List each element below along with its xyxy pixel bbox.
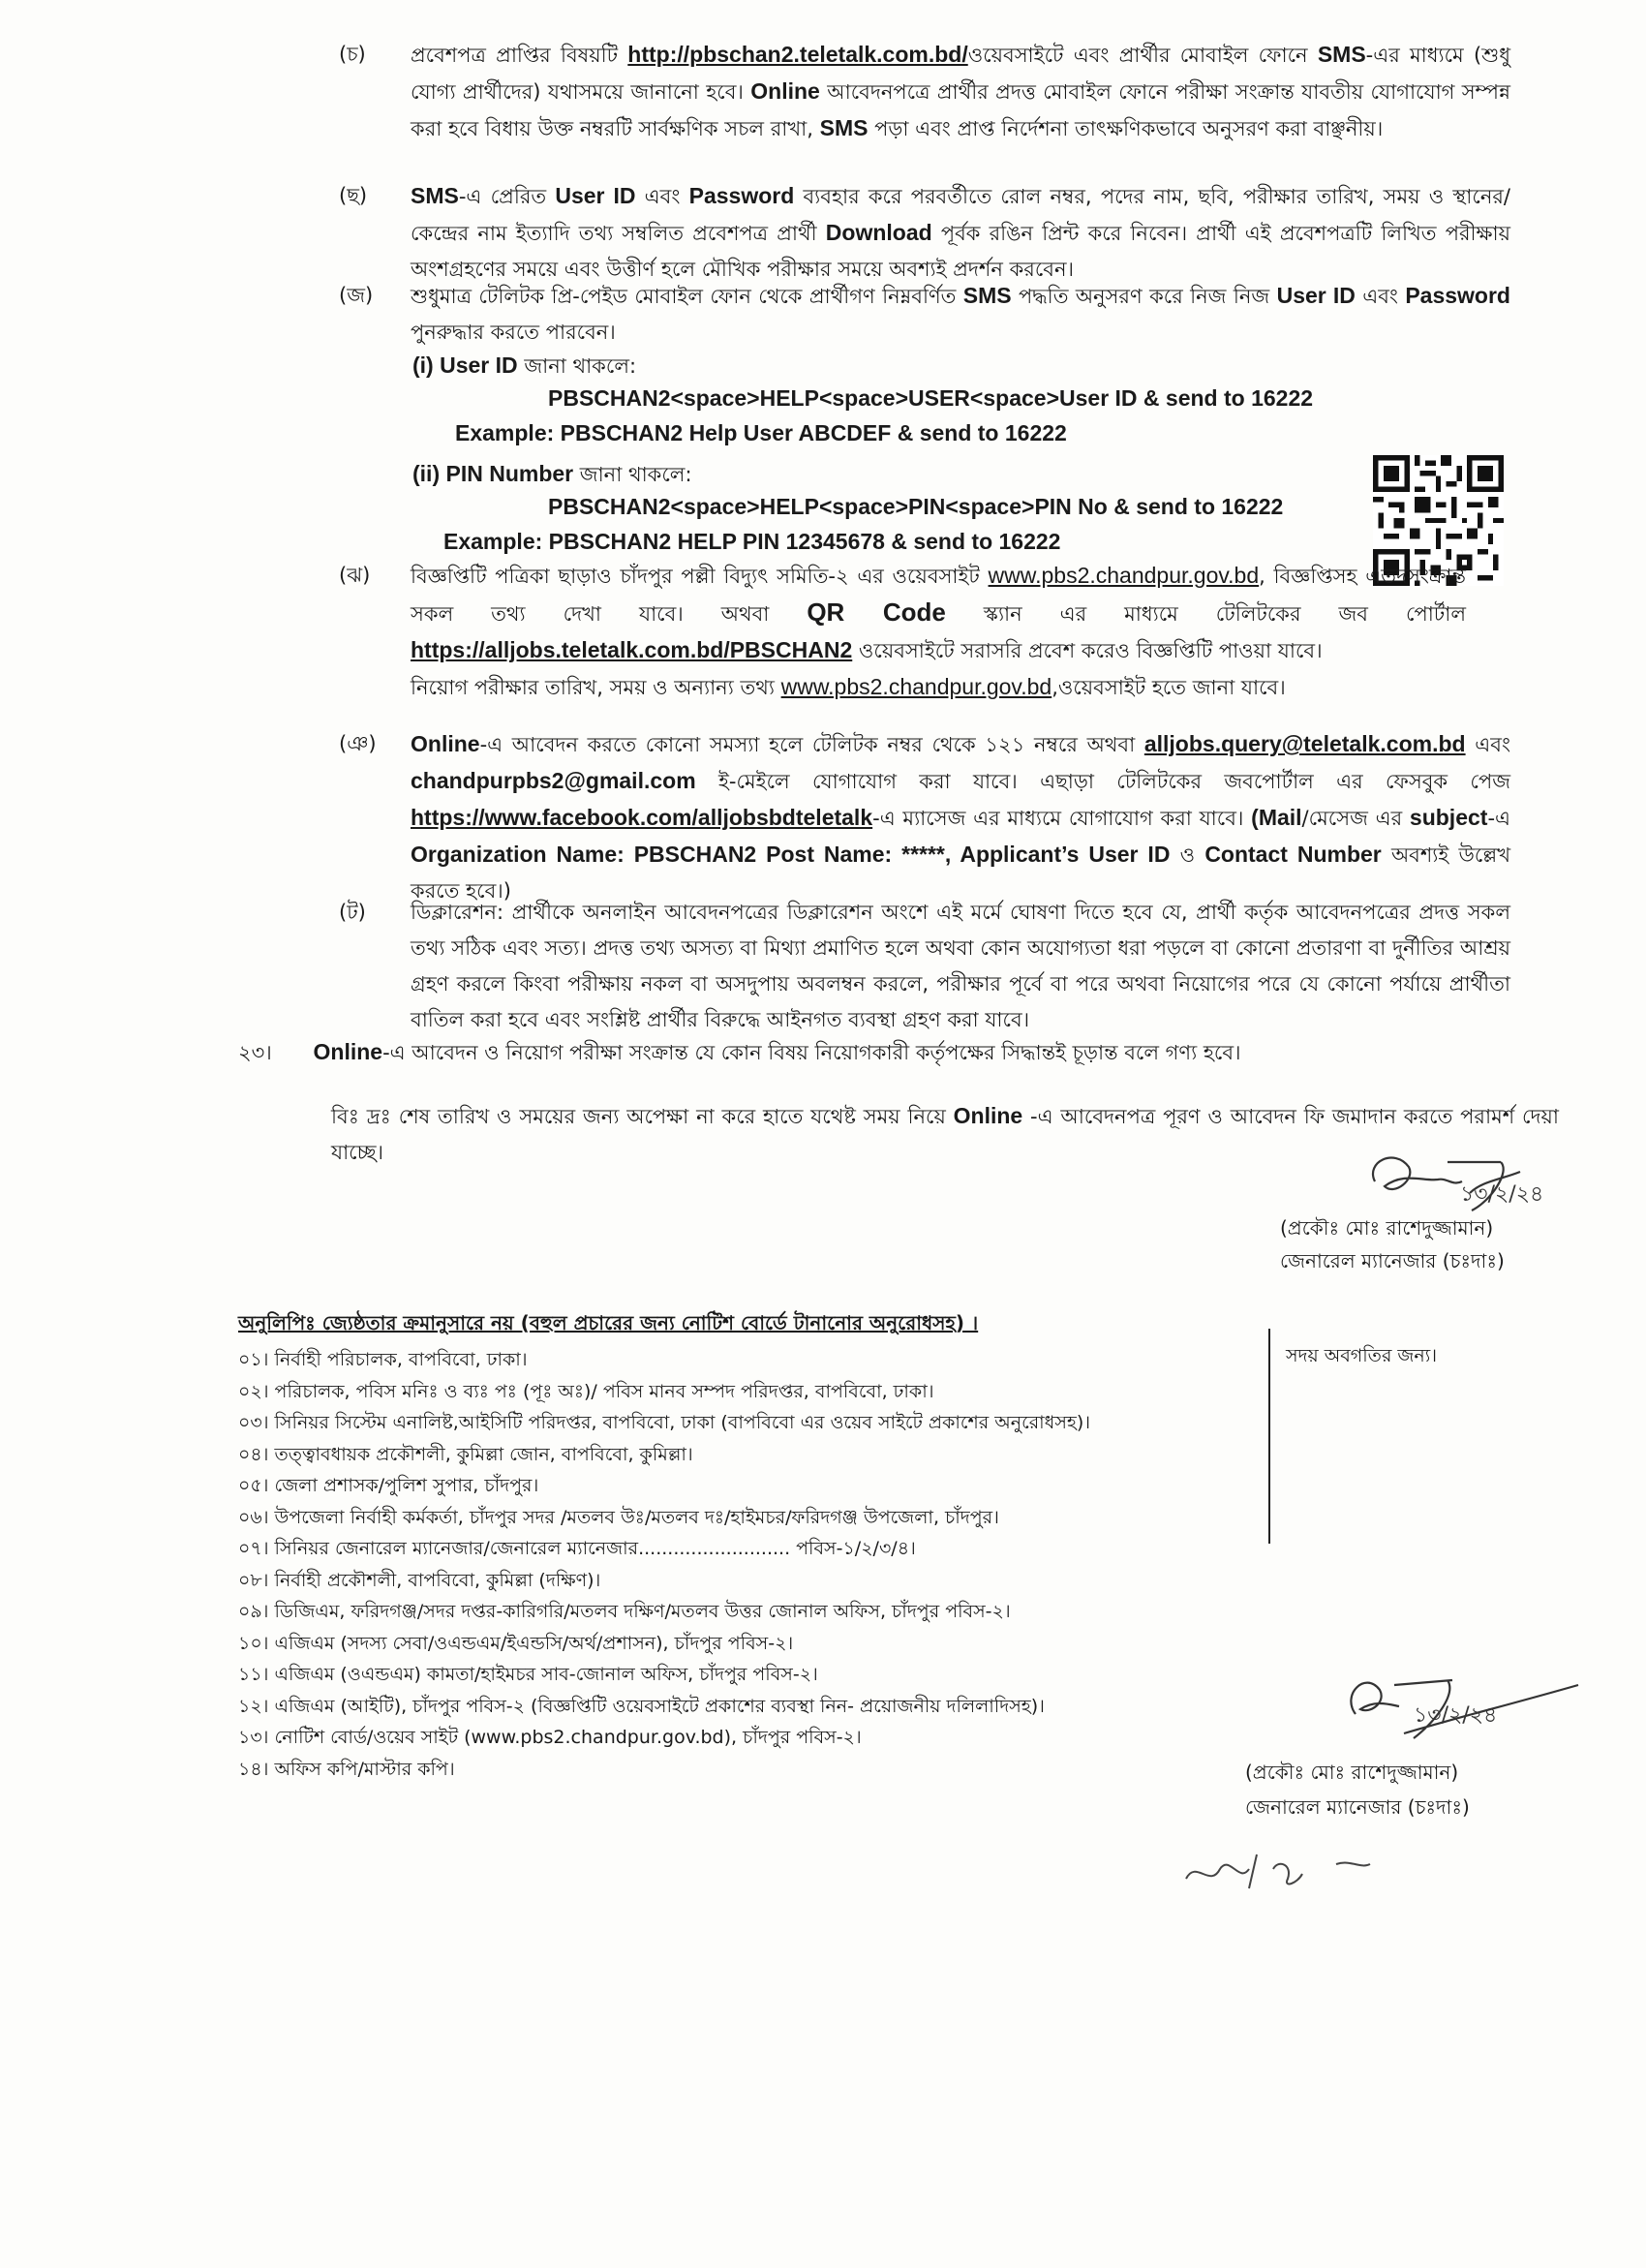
list-item: ১০। এজিএম (সদস্য সেবা/ওএন্ডএম/ইএন্ডসি/অর্থ/প্রশাসন), চাঁদপুর পবিস-২। xyxy=(238,1632,794,1654)
list-item: ০৭। সিনিয়র জেনারেল ম্যানেজার/জেনারেল ম্যানেজার.......................... পবিস-১/২/৩/৪। xyxy=(238,1538,916,1559)
signatory-name: (প্রকৌঃ মোঃ রাশেদুজ্জামান) xyxy=(1245,1761,1459,1784)
clause-marker: (ট) xyxy=(339,901,366,924)
password-term: Password xyxy=(688,183,795,208)
clause-body xyxy=(411,178,1510,288)
clause-text: ই-মেইলে যোগাযোগ করা যাবে। এছাড়া টেলিটকের জবপোর্টাল এর ফেসবুক পেজ xyxy=(695,770,1510,793)
list-item: ১৩। নোটিশ বোর্ড/ওয়েব সাইট (www.pbs2.chandpur.gov.bd), চাঁদপুর পবিস-২। xyxy=(238,1727,862,1748)
clause-text: -এর মাধ্যমে (শুধু যোগ্য প্রার্থীদের) যথাসময়ে জানানো হবে। xyxy=(411,44,1510,104)
list-item: ০৯। ডিজিএম, ফরিদগঞ্জ/সদর দপ্তর-কারিগরি/মতলব দক্ষিণ/মতলব উত্তর জোনাল অফিস, চাঁদপুর পবিস-২। xyxy=(238,1601,1011,1622)
pin-sms-format: PBSCHAN2<space>HELP<space>PIN<space>PIN No & send to 16222 xyxy=(548,494,1284,519)
userid-recovery-label xyxy=(412,351,636,384)
contact-term: Contact Number xyxy=(1204,842,1382,867)
online-term: Online xyxy=(750,78,820,104)
item-23 xyxy=(238,1034,1516,1071)
side-note: সদয় অবগতির জন্য। xyxy=(1286,1345,1438,1366)
clause-body xyxy=(411,278,1510,351)
clause-text: -এ xyxy=(1487,807,1511,830)
declaration-text: ডিক্লারেশন: প্রার্থীকে অনলাইন আবেদনপত্রের ডিক্লারেশন অংশে এই মর্মে ঘোষণা দিতে হবে যে, প্রার্থী কর্তৃক আবেদনপত্রের প্রদত্ত সকল তথ্য সঠিক এবং সত্য। প্রদত্ত তথ্য অসত্য বা মিথ্যা প্রমাণিত হলে অথবা কোন অযোগ্যতা ধরা পড়লে বা কোনো প্রতারণা বা দুর্নীতির আশ্রয় গ্রহণ করলে কিংবা পরীক্ষায় নকল বা অসদুপায় অবলম্বন করলে, পরীক্ষার পূর্বে বা পরে অথবা নিয়োগের পরে যে কোনো পর্যায়ে প্রার্থীতা বাতিল করা হবে এবং সংশ্লিষ্ট প্রার্থীর বিরুদ্ধে আইনগত ব্যবস্থা গ্রহণ করা যাবে। xyxy=(411,901,1510,1031)
clause-marker: (ঝ) xyxy=(339,564,371,587)
list-item: ১১। এজিএম (ওএন্ডএম) কামতা/হাইমচর সাব-জোনাল অফিস, চাঁদপুর পবিস-২। xyxy=(238,1664,818,1685)
clause-text: পূর্বক রঙিন প্রিন্ট করে নিবেন। প্রার্থী এই প্রবেশপত্রটি লিখিত পরীক্ষায় অংশগ্রহণের সময়ে এবং উত্তীর্ণ হলে মৌখিক পরীক্ষার সময়ে অবশ্যই প্রদর্শন করবেন। xyxy=(411,222,1510,281)
signature-date: ১৩/২/২৪ xyxy=(1460,1182,1544,1207)
signatory-name: (প্রকৌঃ মোঃ রাশেদুজ্জামান) xyxy=(1280,1216,1494,1240)
userid-sms-format: PBSCHAN2<space>HELP<space>USER<space>User ID & send to 16222 xyxy=(548,385,1314,411)
password-term: Password xyxy=(1405,283,1510,308)
clause-text: -এ প্রেরিত xyxy=(458,185,556,208)
pbs2-email[interactable]: chandpurpbs2@gmail.com xyxy=(411,768,696,793)
pin-recovery-label xyxy=(412,459,692,493)
clause-marker: (জ) xyxy=(339,284,374,307)
clause-text: -এ ম্যাসেজ এর মাধ্যমে যোগাযোগ করা যাবে। xyxy=(872,807,1252,830)
clause-marker: (চ) xyxy=(339,43,366,66)
pin-sms-example: Example: PBSCHAN2 HELP PIN 12345678 & send to 16222 xyxy=(443,529,1061,554)
sub-label: (ii) PIN Number xyxy=(412,461,574,486)
clause-text: এবং xyxy=(635,185,689,208)
clause-text: স্ক্যান এর মাধ্যমে টেলিটকের জব পোর্টাল xyxy=(945,602,1466,626)
clause-text: অবশ্যই উল্লেখ করতে হবে।) xyxy=(411,843,1510,903)
clause-text: পুনরুদ্ধার করতে পারবেন। xyxy=(411,321,616,344)
clause-text: /মেসেজ এর xyxy=(1301,807,1410,830)
list-item: ০৬। উপজেলা নির্বাহী কর্মকর্তা, চাঁদপুর সদর /মতলব উঃ/মতলব দঃ/হাইমচর/ফরিদগঞ্জ উপজেলা, চাঁদপুর। xyxy=(238,1506,999,1528)
signature-image xyxy=(1336,1666,1588,1753)
admit-card-link[interactable]: http://pbschan2.teletalk.com.bd/ xyxy=(627,42,968,67)
clause-text: পদ্ধতি অনুসরণ করে নিজ নিজ xyxy=(1011,285,1277,308)
list-item: ০৪। তত্ত্বাবধায়ক প্রকৌশলী, কুমিল্লা জোন, বাপবিবো, কুমিল্লা। xyxy=(238,1443,693,1465)
clause-text: নিয়োগ পরীক্ষার তারিখ, সময় ও অন্যান্য তথ্য xyxy=(411,676,781,699)
list-item: ০৩। সিনিয়র সিস্টেম এনালিষ্ট,আইসিটি পরিদপ্তর, বাপবিবো, ঢাকা (বাপবিবো এর ওয়েব সাইটে প্রকাশের অনুরোধসহ)। xyxy=(238,1412,1091,1433)
list-item: ১২। এজিএম (আইটি), চাঁদপুর পবিস-২ (বিজ্ঞপ্তিটি ওয়েবসাইটে প্রকাশের ব্যবস্থা নিন- প্রয়োজনীয় দলিলাদিসহ)। xyxy=(238,1695,1045,1717)
note-text: বিঃ দ্রঃ শেষ তারিখ ও সময়ের জন্য অপেক্ষা না করে হাতে যথেষ্ট সময় নিয়ে xyxy=(331,1105,954,1128)
clause-text: এবং xyxy=(1355,285,1406,308)
facebook-page-link[interactable]: https://www.facebook.com/alljobsbdteletalk xyxy=(411,805,873,830)
sms-term: SMS xyxy=(819,115,869,140)
list-item: ০৮। নির্বাহী প্রকৌশলী, বাপবিবো, কুমিল্লা (দক্ষিণ)। xyxy=(238,1569,601,1591)
organization-format: Organization Name: PBSCHAN2 Post Name: *****, Applicant’s User ID xyxy=(411,842,1171,867)
clause-marker: (ছ) xyxy=(339,184,368,207)
clause-text: এবং xyxy=(1465,733,1510,756)
sub-text: জানা থাকলে: xyxy=(517,354,637,378)
sub-text: জানা থাকলে: xyxy=(573,463,692,486)
clause-text: আবেদনপত্রে প্রার্থীর প্রদত্ত মোবাইল ফোনে পরীক্ষা সংক্রান্ত যাবতীয় যোগাযোগ সম্পন্ন করা হবে বিধায় উক্ত নম্বরটি সার্বক্ষণিক সচল রাখা, xyxy=(411,80,1510,140)
signature-date: ১৩/২/২৪ xyxy=(1414,1703,1498,1728)
clause-text: ,ওয়েবসাইট হতে জানা যাবে। xyxy=(1052,676,1286,699)
item-text: -এ আবেদন ও নিয়োগ পরীক্ষা সংক্রান্ত যে কোন বিষয় নিয়োগকারী কর্তৃপক্ষের সিদ্ধান্তই চূড়ান্ত বলে গণ্য হবে। xyxy=(382,1041,1241,1064)
note-text: -এ আবেদনপত্র পূরণ ও আবেদন ফি জমাদান করতে পরামর্শ দেয়া যাচ্ছে। xyxy=(331,1105,1559,1164)
userid-sms-example: Example: PBSCHAN2 Help User ABCDEF & send to 16222 xyxy=(455,420,1067,445)
clause-text: -এ আবেদন করতে কোনো সমস্যা হলে টেলিটক নম্বর থেকে ১২১ নম্বরে অথবা xyxy=(479,733,1144,756)
list-item: ০৫। জেলা প্রশাসক/পুলিশ সুপার, চাঁদপুর। xyxy=(238,1475,539,1496)
clause-text: শুধুমাত্র টেলিটক প্রি-পেইড মোবাইল ফোন থেকে প্রার্থীগণ নিম্নবর্ণিত xyxy=(411,285,963,308)
online-term: Online xyxy=(313,1039,383,1064)
sms-term: SMS xyxy=(411,183,459,208)
list-item: ০১। নির্বাহী পরিচালক, বাপবিবো, ঢাকা। xyxy=(238,1349,528,1370)
online-term: Online xyxy=(953,1103,1023,1128)
pbs2-website-link[interactable]: www.pbs2.chandpur.gov.bd xyxy=(988,563,1260,588)
job-portal-link[interactable]: https://alljobs.teletalk.com.bd/PBSCHAN2 xyxy=(411,637,853,662)
qr-code-term: QR Code xyxy=(807,598,946,627)
clause-body xyxy=(411,37,1510,147)
pbs2-website-link[interactable]: www.pbs2.chandpur.gov.bd xyxy=(780,674,1052,699)
clause-text: ও xyxy=(1170,843,1205,867)
copies-heading: অনুলিপিঃ জ্যেষ্ঠতার ক্রমানুসারে নয় (বহুল প্রচারের জন্য নোটিশ বোর্ডে টানানোর অনুরোধসহ) । xyxy=(238,1311,979,1334)
sub-label: (i) User ID xyxy=(412,352,518,378)
clause-text: পড়া এবং প্রাপ্ত নির্দেশনা তাৎক্ষণিকভাবে অনুসরণ করা বাঞ্ছনীয়। xyxy=(868,117,1384,140)
clause-marker: (ঞ) xyxy=(339,732,377,755)
list-item: ০২। পরিচালক, পবিস মনিঃ ও ব্যঃ পঃ (পূঃ অঃ)/ পবিস মানব সম্পদ পরিদপ্তর, বাপবিবো, ঢাকা। xyxy=(238,1380,934,1402)
initials-scribble xyxy=(1181,1840,1414,1898)
clause-body xyxy=(411,726,1510,909)
list-item: ১৪। অফিস কপি/মাস্টার কপি। xyxy=(238,1758,455,1780)
clause-text: ওয়েবসাইটে সরাসরি প্রবেশ করেও বিজ্ঞপ্তিটি পাওয়া যাবে। xyxy=(852,639,1323,662)
signature-image xyxy=(1356,1143,1544,1220)
signatory-title: জেনারেল ম্যানেজার (চঃদাঃ) xyxy=(1245,1795,1470,1819)
query-email-link[interactable]: alljobs.query@teletalk.com.bd xyxy=(1143,731,1466,756)
vertical-divider xyxy=(1268,1329,1270,1544)
clause-text: , বিজ্ঞপ্তিসহ এতদসংক্রান্ত সকল তথ্য দেখা যাবে। অথবা xyxy=(411,565,1466,626)
sms-term: SMS xyxy=(962,283,1012,308)
userid-term: User ID xyxy=(555,183,636,208)
clause-body xyxy=(411,558,1466,706)
clause-text: বিজ্ঞপ্তিটি পত্রিকা ছাড়াও চাঁদপুর পল্লী বিদ্যুৎ সমিতি-২ এর ওয়েবসাইট xyxy=(411,565,989,588)
sms-term: SMS xyxy=(1317,42,1366,67)
signatory-title: জেনারেল ম্যানেজার (চঃদাঃ) xyxy=(1280,1249,1505,1272)
clause-text: ব্যবহার করে পরবর্তীতে রোল নম্বর, পদের নাম, ছবি, পরীক্ষার তারিখ, সময় ও স্থানের/কেন্দ্রের নাম ইত্যাদি তথ্য সম্বলিত প্রবেশপত্র প্রার্থী xyxy=(411,185,1510,245)
clause-text: প্রবেশপত্র প্রাপ্তির বিষয়টি xyxy=(411,44,628,67)
userid-term: User ID xyxy=(1276,283,1356,308)
clause-text: ওয়েবসাইটে এবং প্রার্থীর মোবাইল ফোনে xyxy=(967,44,1318,67)
item-number: ২৩। xyxy=(238,1041,272,1064)
copies-list xyxy=(238,1344,1265,1785)
subject-term: subject xyxy=(1409,805,1488,830)
download-term: Download xyxy=(825,220,932,245)
online-term: Online xyxy=(411,731,480,756)
mail-term: (Mail xyxy=(1251,805,1302,830)
